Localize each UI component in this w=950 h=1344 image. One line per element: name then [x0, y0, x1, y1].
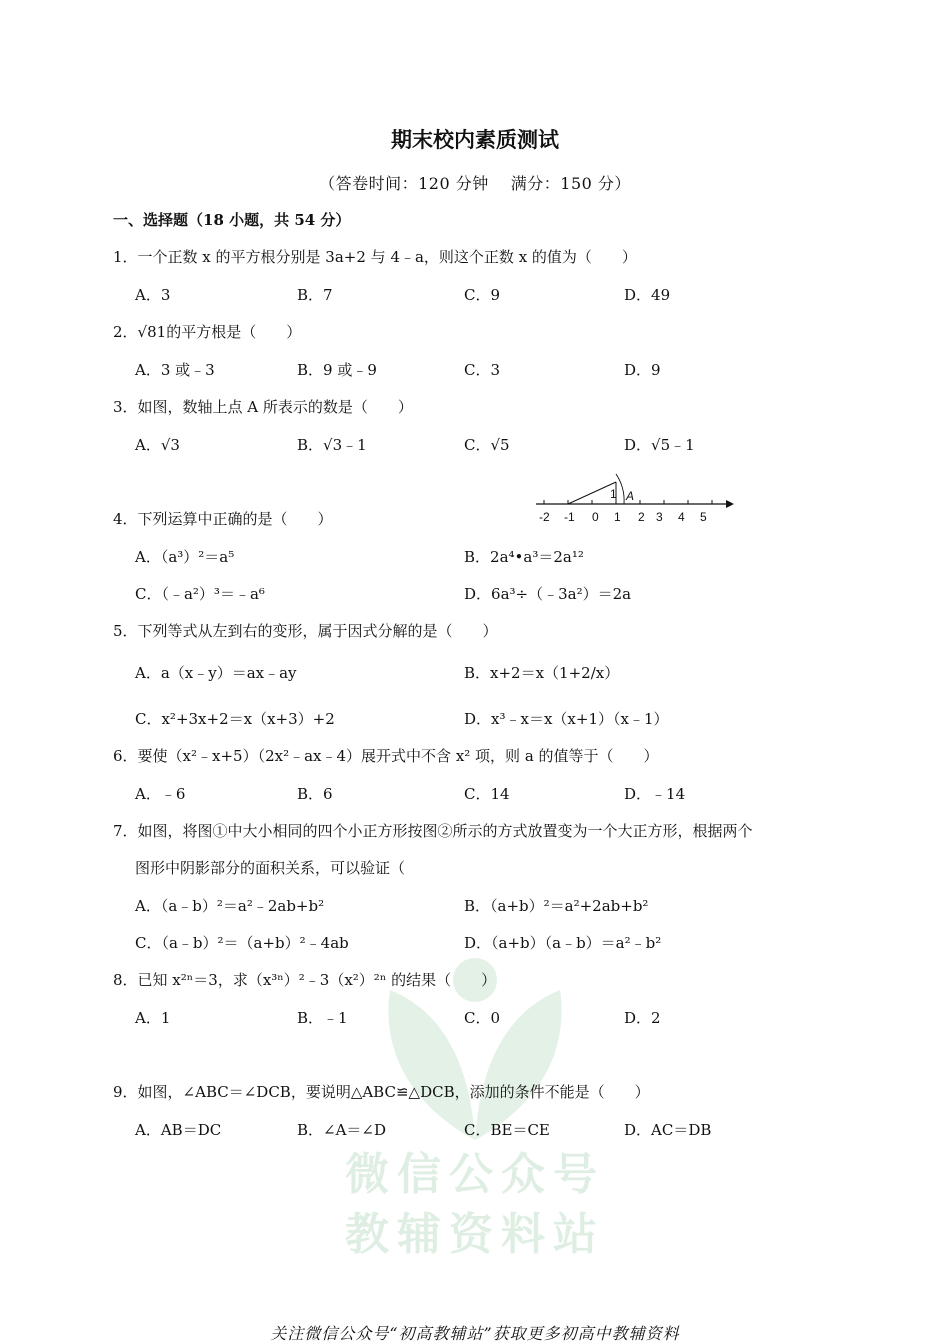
question-2-option-c: C．3	[464, 361, 501, 379]
question-7-option-d: D．（a+b）（a﹣b）＝a²﹣b²	[464, 934, 662, 952]
question-5-option-d: D．x³﹣x＝x（x+1）（x﹣1）	[464, 710, 669, 728]
question-6-option-d: D．﹣14	[624, 785, 686, 803]
question-5-stem: 5．下列等式从左到右的变形，属于因式分解的是（ ）	[113, 622, 498, 640]
question-6-stem: 6．要使（x²﹣x+5）（2x²﹣ax﹣4）展开式中不含 x² 项，则 a 的值等于（ ）	[113, 747, 659, 765]
question-3-option-c: C．√5	[464, 436, 510, 454]
question-7-stem-cont: 图形中阴影部分的面积关系，可以验证（	[135, 859, 406, 877]
section-heading: 一、选择题（18 小题，共 54 分）	[113, 211, 351, 229]
question-4-option-b: B．2a⁴•a³＝2a¹²	[464, 548, 584, 566]
watermark-line2: 教辅资料站	[345, 1209, 605, 1260]
question-7-stem: 7．如图，将图①中大小相同的四个小正方形按图②所示的方式放置变为一个大正方形，根据两个	[113, 822, 753, 840]
question-3-option-a: A．√3	[135, 436, 180, 454]
question-2-option-a: A．3 或﹣3	[135, 361, 215, 379]
compass-arc	[616, 474, 624, 504]
question-5-option-a: A．a（x﹣y）＝ax﹣ay	[135, 664, 297, 682]
question-4-option-c: C．（﹣a²）³＝﹣a⁶	[135, 585, 265, 603]
tick-label: 2	[638, 510, 645, 524]
question-8-option-a: A．1	[135, 1009, 171, 1027]
question-5-option-c: C．x²+3x+2＝x（x+3）+2	[135, 710, 335, 728]
question-4-stem: 4．下列运算中正确的是（ ）	[113, 510, 333, 528]
question-3-option-b: B．√3﹣1	[297, 436, 367, 454]
question-2-stem: 2．√81的平方根是（ ）	[113, 323, 302, 341]
tick-label: -2	[539, 510, 550, 524]
side-length-label: 1	[610, 487, 617, 501]
question-3-option-d: D．√5﹣1	[624, 436, 695, 454]
question-9-stem: 9．如图，∠ABC＝∠DCB，要说明△ABC≌△DCB，添加的条件不能是（ ）	[113, 1083, 650, 1101]
question-1-stem: 1．一个正数 x 的平方根分别是 3a+2 与 4﹣a，则这个正数 x 的值为（ ）	[113, 248, 637, 266]
question-1-option-b: B．7	[297, 286, 333, 304]
question-8-option-c: C．0	[464, 1009, 501, 1027]
question-1-option-c: C．9	[464, 286, 501, 304]
question-5-option-b: B．x+2＝x（1+2/x）	[464, 664, 620, 682]
number-line-figure	[530, 472, 740, 530]
question-6-option-b: B．6	[297, 785, 333, 803]
axis-arrow-icon	[726, 500, 734, 508]
tick-label: -1	[564, 510, 575, 524]
question-7-option-b: B．（a+b）²＝a²+2ab+b²	[464, 897, 649, 915]
tick-label: 4	[678, 510, 685, 524]
question-7-option-a: A．（a﹣b）²＝a²﹣2ab+b²	[135, 897, 325, 915]
point-a-label: A	[626, 489, 635, 503]
tick-label: 1	[614, 510, 621, 524]
question-6-option-a: A．﹣6	[135, 785, 186, 803]
question-3-stem: 3．如图，数轴上点 A 所表示的数是（ ）	[113, 398, 413, 416]
tick-label: 3	[656, 510, 663, 524]
question-1-option-a: A．3	[135, 286, 171, 304]
question-7-option-c: C．（a﹣b）²＝（a+b）²﹣4ab	[135, 934, 349, 952]
question-8-stem: 8．已知 x²ⁿ＝3，求（x³ⁿ）²﹣3（x²）²ⁿ 的结果（ ）	[113, 971, 497, 989]
question-1-option-d: D．49	[624, 286, 671, 304]
question-9-option-c: C．BE＝CE	[464, 1121, 550, 1139]
tick-label: 5	[700, 510, 707, 524]
tick-label: 0	[592, 510, 599, 524]
question-2-option-b: B．9 或﹣9	[297, 361, 377, 379]
question-4-option-d: D．6a³÷（﹣3a²）＝2a	[464, 585, 632, 603]
question-9-option-b: B．∠A＝∠D	[297, 1121, 387, 1139]
question-6-option-c: C．14	[464, 785, 510, 803]
watermark-line1: 微信公众号	[345, 1149, 605, 1200]
question-9-option-a: A．AB＝DC	[135, 1121, 222, 1139]
question-8-option-b: B．﹣1	[297, 1009, 348, 1027]
question-9-option-d: D．AC＝DB	[624, 1121, 712, 1139]
exam-info: （答卷时间：120 分钟 满分：150 分）	[319, 174, 631, 193]
footer-note: 关注微信公众号“初高教辅站”获取更多初高中教辅资料	[270, 1324, 680, 1343]
question-8-option-d: D．2	[624, 1009, 661, 1027]
question-4-option-a: A．（a³）²＝a⁵	[135, 548, 235, 566]
page-title: 期末校内素质测试	[391, 127, 559, 152]
question-2-option-d: D．9	[624, 361, 661, 379]
